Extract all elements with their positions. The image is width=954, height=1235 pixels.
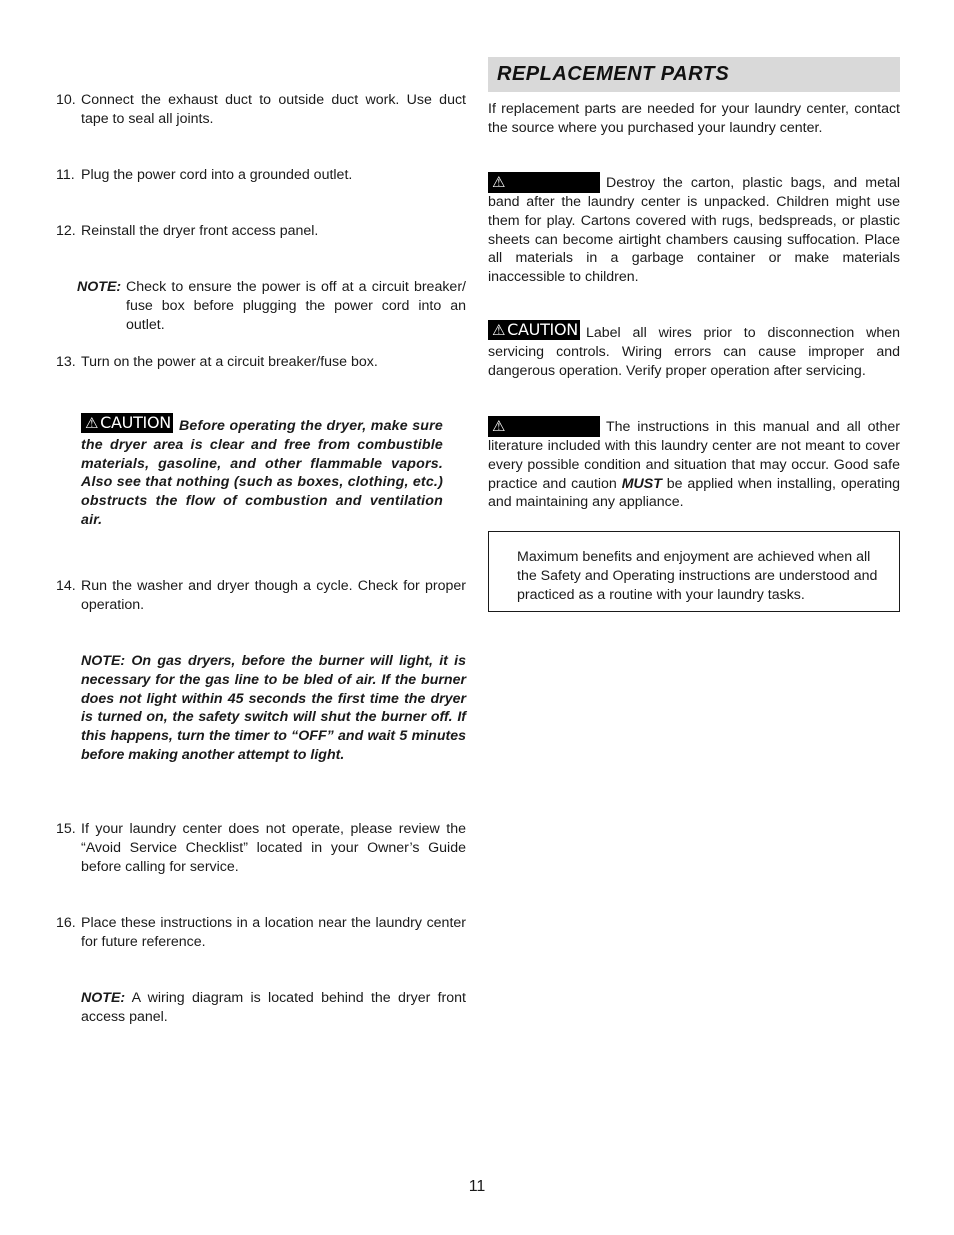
replacement-intro: If replacement parts are needed for your laundry center, contact the source where you purchased your laundry center. xyxy=(488,101,900,136)
step-text: Place these instructions in a location near the laundry center for future reference. xyxy=(81,915,466,950)
step-15 xyxy=(56,820,466,876)
warning-badge xyxy=(488,416,600,437)
warning-badge xyxy=(488,172,600,193)
step-10 xyxy=(56,91,466,129)
warning-instructions xyxy=(488,418,900,512)
step-text: Connect the exhaust duct to outside duct work. Use duct tape to seal all joints. xyxy=(81,92,466,127)
step-11 xyxy=(56,166,466,185)
caution-before-operating xyxy=(81,413,443,530)
note-power-check xyxy=(77,278,466,334)
step-text: Run the washer and dryer though a cycle. Check for proper operation. xyxy=(81,578,466,613)
warning-text-after: be applied when installing, operating and maintaining any appliance. xyxy=(488,475,900,511)
step-number: 13. xyxy=(56,354,76,370)
step-13 xyxy=(56,353,466,372)
step-text: If your laundry center does not operate, please review the “Avoid Service Checklist” located in your Owner’s Guide before calling for service. xyxy=(81,821,466,875)
caution-text: Before operating the dryer, make sure the dryer area is clear and free from combustible materials, gasoline, and other flammable vapors. Also see that nothing (such as boxes, clothing, etc.) obstructs the flow of combustion and ventilation air. xyxy=(81,418,443,528)
warning-emphasis: MUST xyxy=(621,475,662,492)
warning-text-before: The instructions in this manual and all other literature included with this laundry center are not meant to cover every possible condition and situation that may occur. Good safe practice and caution xyxy=(488,419,900,492)
caution-badge xyxy=(488,320,580,340)
note-gas-dryers: NOTE: On gas dryers, before the burner will light, it is necessary for the gas line to be bled of air. If the burner does not light within 45 seconds the first time the dryer is turned on, the safety switch will shut the burner off. If this happens, turn the timer to “OFF” and wait 5 minutes before making another attempt to light. xyxy=(81,653,466,763)
note-text: Check to ensure the power is off at a circuit breaker/ fuse box before plugging the power cord into an outlet. xyxy=(126,279,466,333)
benefits-text: Maximum benefits and enjoyment are achieved when all the Safety and Operating instructions are understood and practiced as a routine with your laundry tasks. xyxy=(517,549,878,603)
step-number: 10. xyxy=(56,92,76,108)
page-number: 11 xyxy=(468,1178,486,1195)
warning-triangle-icon: ⚠ xyxy=(492,174,506,191)
benefits-box xyxy=(488,531,900,612)
warning-triangle-icon: ⚠ xyxy=(85,414,99,432)
note-text: A wiring diagram is located behind the dryer front access panel. xyxy=(81,990,466,1025)
note-wiring-diagram xyxy=(81,989,466,1027)
note-label: NOTE: xyxy=(81,990,126,1006)
step-14 xyxy=(56,577,466,615)
step-number: 12. xyxy=(56,223,76,239)
step-number: 15. xyxy=(56,821,76,837)
step-12 xyxy=(56,222,466,241)
caution-badge-label: CAUTION xyxy=(100,413,171,432)
step-text: Reinstall the dryer front access panel. xyxy=(81,223,319,239)
warning-triangle-icon: ⚠ xyxy=(492,418,506,435)
warning-carton xyxy=(488,174,900,287)
caution-badge-label: CAUTION xyxy=(507,320,578,339)
caution-label-wires xyxy=(488,320,900,380)
step-number: 11. xyxy=(56,167,75,183)
step-16 xyxy=(56,914,466,952)
caution-badge xyxy=(81,413,173,433)
step-number: 16. xyxy=(56,915,76,931)
step-text: Plug the power cord into a grounded outlet. xyxy=(81,167,353,183)
step-text: Turn on the power at a circuit breaker/fuse box. xyxy=(81,354,378,370)
right-column xyxy=(488,57,900,603)
note-label: NOTE: xyxy=(77,279,122,295)
warning-triangle-icon: ⚠ xyxy=(492,321,506,339)
warning-text: Destroy the carton, plastic bags, and metal band after the laundry center is unpacked. Children might use them for play. Cartons covered with rugs, bedspreads, or plastic sheets can become airtight chambers causing suffocation. Place all materials in a garbage container or make materials inaccessible to children. xyxy=(488,175,900,286)
caution-text: Label all wires prior to disconnection when servicing controls. Wiring errors can cause improper and dangerous operation. Verify proper operation after servicing. xyxy=(488,325,900,379)
section-title: REPLACEMENT PARTS xyxy=(488,57,900,92)
step-number: 14. xyxy=(56,578,76,594)
